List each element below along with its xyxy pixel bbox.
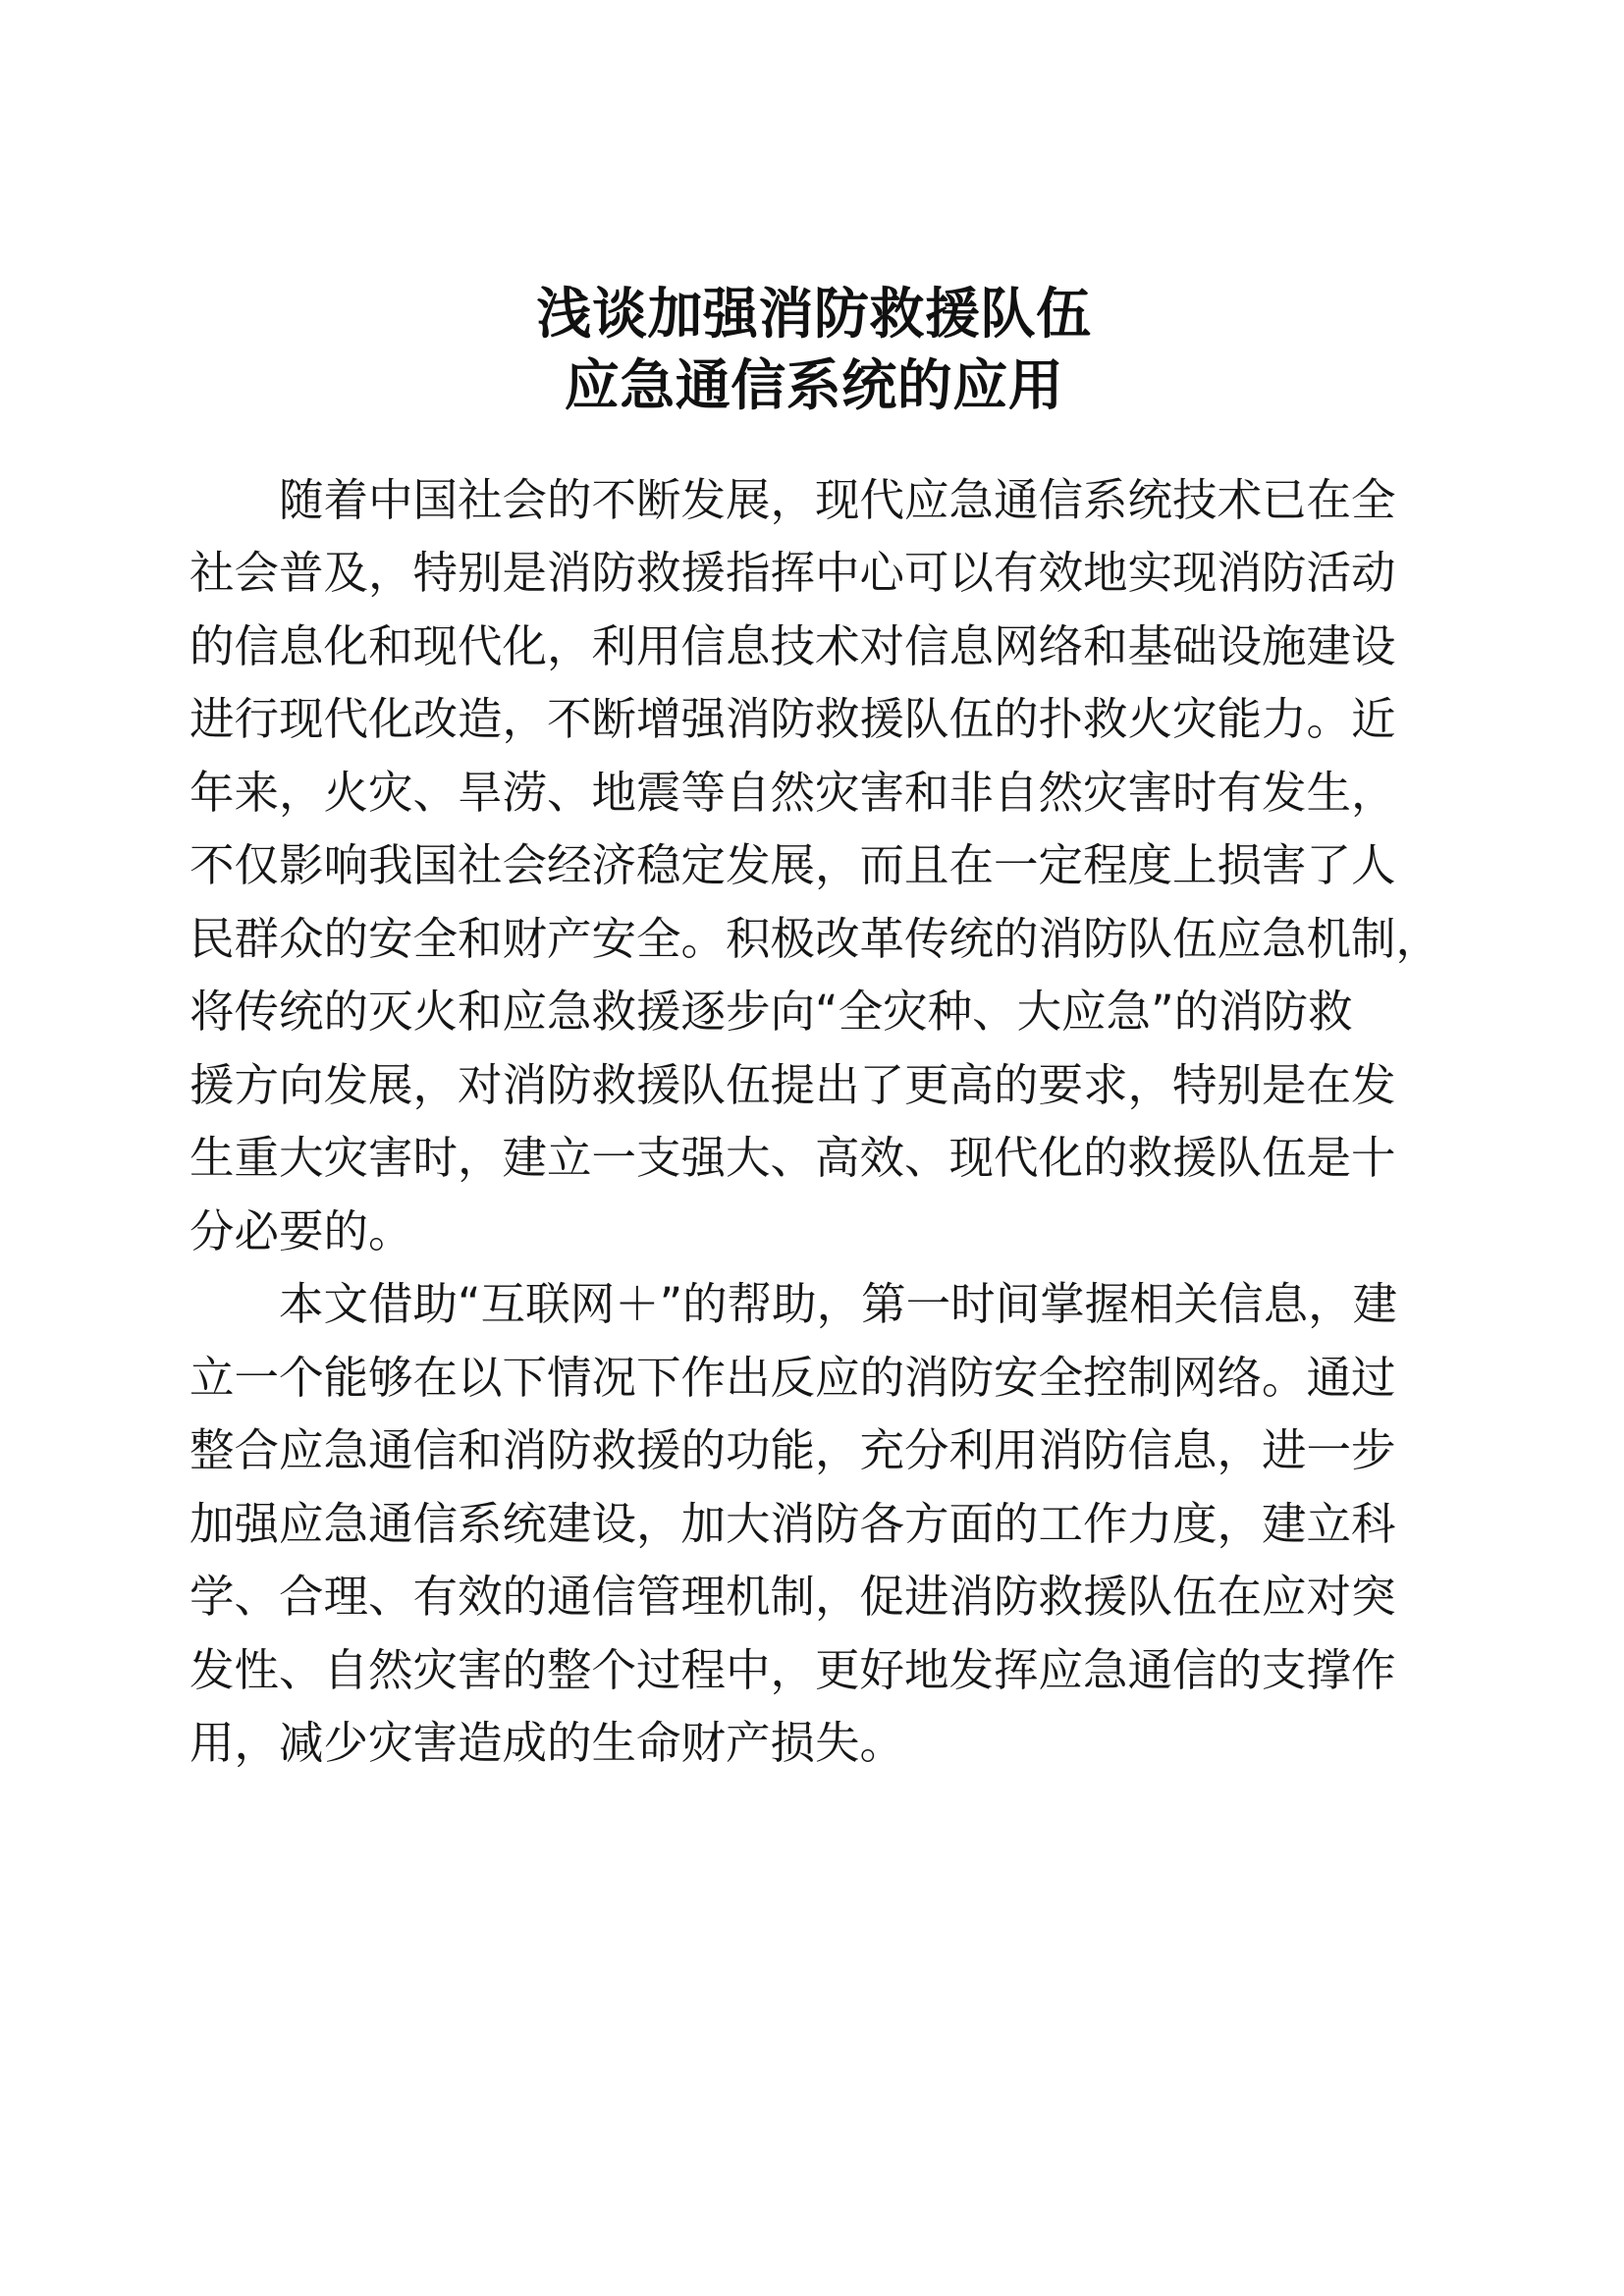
paragraph-2-line-7: 用，减少灾害造成的生命财产损失。	[189, 1717, 905, 1770]
paragraph-1-line-7: 民群众的安全和财产安全。积极改革传统的消防队伍应急机制，	[189, 912, 1441, 965]
title-line-2: 应急通信系统的应用	[564, 353, 1064, 418]
document-content	[189, 464, 1441, 1781]
paragraph-2-line-2: 立一个能够在以下情况下作出反应的消防安全控制网络。通过	[189, 1351, 1396, 1404]
paragraph-1-line-11: 分必要的。	[189, 1204, 413, 1257]
paragraph-1-line-10: 生重大灾害时，建立一支强大、高效、现代化的救援队伍是十	[189, 1132, 1396, 1185]
paragraph-1	[189, 464, 1441, 1269]
paragraph-2	[189, 1268, 1438, 1781]
paragraph-2-line-6: 发性、自然灾害的整个过程中，更好地发挥应急通信的支撑作	[189, 1643, 1396, 1696]
line-text: 随着中国社会的不断发展，现代应急通信系统技术已在全	[279, 473, 1396, 526]
paragraph-1-line-4: 进行现代化改造，不断增强消防救援队伍的扑救火灾能力。近	[189, 693, 1396, 746]
paragraph-1-line-5: 年来，火灾、旱涝、地震等自然灾害和非自然灾害时有发生，	[189, 766, 1396, 819]
paragraph-1-line-8: 将传统的灭火和应急救援逐步向“全灾种、大应急”的消防救	[189, 986, 1353, 1039]
paragraph-2-line-3: 整合应急通信和消防救援的功能，充分利用消防信息，进一步	[189, 1424, 1396, 1477]
paragraph-1-line-9: 援方向发展，对消防救援队伍提出了更高的要求，特别是在发	[189, 1058, 1396, 1111]
paragraph-2-line-1	[189, 1268, 1438, 1342]
paragraph-2-line-5: 学、合理、有效的通信管理机制，促进消防救援队伍在应对突	[189, 1571, 1396, 1624]
title-line-1: 浅谈加强消防救援队伍	[536, 283, 1092, 347]
paragraph-2-line-4: 加强应急通信系统建设，加大消防各方面的工作力度，建立科	[189, 1497, 1396, 1550]
paragraph-1-line-1	[189, 464, 1438, 538]
line-text: 本文借助“互联网＋”的帮助，第一时间掌握相关信息，建	[279, 1278, 1398, 1331]
paragraph-1-line-6: 不仅影响我国社会经济稳定发展，而且在一定程度上损害了人	[189, 839, 1396, 892]
paragraph-1-line-3: 的信息化和现代化，利用信息技术对信息网络和基础设施建设	[189, 619, 1396, 672]
document-body	[189, 0, 1441, 1781]
page-title	[189, 0, 1438, 423]
paragraph-1-line-2: 社会普及，特别是消防救援指挥中心可以有效地实现消防活动	[189, 547, 1396, 600]
